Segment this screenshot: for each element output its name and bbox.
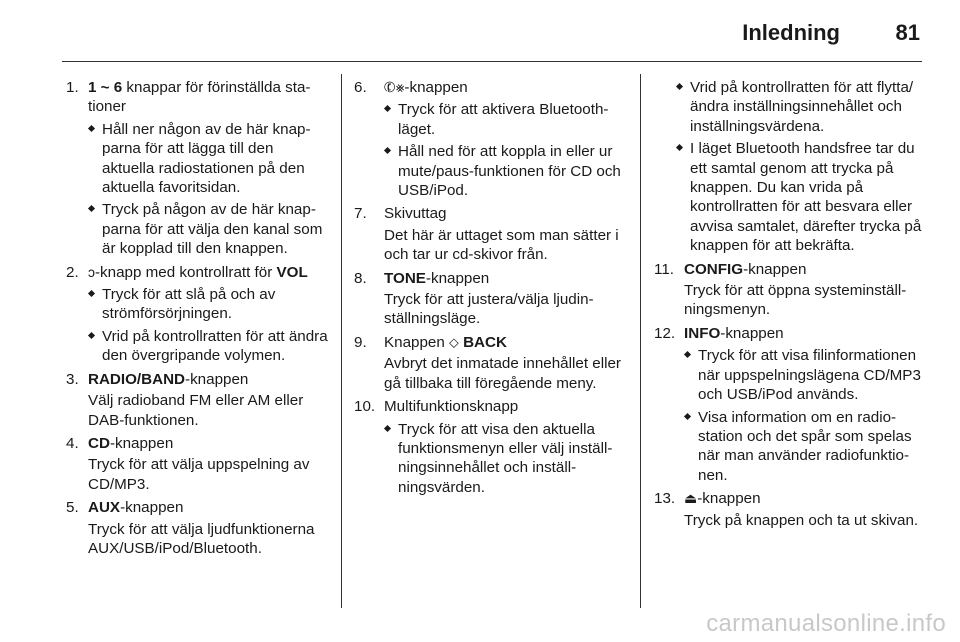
key-label: TONE	[384, 269, 426, 287]
item-description: Tryck för att justera/välja ljudinställningsläge.	[384, 291, 594, 328]
bullet: Tryck för att slå på och av strömförsörjningen.	[88, 285, 328, 324]
item-description: Det här är uttaget som man sätter i och tar ur cd-skivor från.	[384, 226, 619, 264]
key-label: CONFIG	[684, 260, 744, 278]
power-icon: ↄ	[88, 263, 95, 280]
item-description: Tryck för att välja ljudfunktionerna AUX/USB/iPod/Bluetooth.	[88, 520, 315, 557]
list-item-13: 13. ⏏-knappen Tryck på knappen och ta ut skivan.	[654, 489, 926, 530]
bullet: Tryck för att aktivera Bluetooth-läget.	[384, 100, 628, 139]
list-item-5: 5. AUX-knappen Tryck för att välja ljudfunktionerna AUX/USB/iPod/Bluetooth.	[66, 498, 328, 558]
phone-icon: ✆	[381, 77, 398, 97]
list-item-1: 1. 1 ~ 6 knappar för förinställda stationer Håll ner någon av de här knapparna för att lägga till den aktuella radiostationen på den aktuella favoritsidan. Tryck på någon av de här knapparna för att välja den kanal som är kopplad till den knappen.	[66, 78, 328, 259]
bullet: Håll ner någon av de här knapparna för att lägga till den aktuella radiostationen på den aktuella favoritsidan.	[88, 120, 328, 198]
key-label: INFO	[684, 324, 721, 342]
column-2	[354, 78, 628, 501]
list-item-8: 8. TONE-knappen Tryck för att justera/välja ljudinställningsläge.	[354, 269, 628, 329]
key-label: VOL	[276, 263, 308, 281]
list-item-4: 4. CD-knappen Tryck för att välja uppspelning av CD/MP3.	[66, 434, 328, 494]
mute-icon: ⨳	[395, 79, 405, 95]
list-item-2: 2. ↄ-knapp med kontrollratt för VOL Tryck för att slå på och av strömförsörjningen. Vrid på kontrollratten för att ändra den övergripande volymen.	[66, 263, 328, 365]
bullet: I läget Bluetooth handsfree tar du ett samtal genom att trycka på knappen. Du kan vrida på kontrollratten för att besvara eller avvisa samtalet, därefter trycka på knappen för att bekräfta.	[676, 139, 926, 255]
key-label: BACK	[463, 333, 507, 351]
list-item-10-continued	[654, 78, 926, 256]
header-rule	[62, 61, 922, 62]
page-number: 81	[895, 20, 920, 45]
item-description: Tryck för att välja uppspelning av CD/MP3.	[88, 456, 310, 493]
item-description: Välj radioband FM eller AM eller DAB-funktionen.	[88, 392, 304, 429]
list-item-12: 12. INFO-knappen Tryck för att visa filinformationen när uppspelningslägena CD/MP3 och USB/iPod används. Visa information om en radiostation och det spår som spelas när man använder radiofunktionen.	[654, 324, 926, 485]
page-title: Inledning	[742, 20, 840, 45]
list-item-9: 9. Knappen ⬦ BACK Avbryt det inmatade innehållet eller gå tillbaka till föregående meny.	[354, 333, 628, 393]
key-label: CD	[88, 434, 110, 452]
list-item-10: 10. Multifunktionsknapp Tryck för att visa den aktuella funktionsmenyn eller välj inställningsinnehållet och inställningsvärden.	[354, 397, 628, 497]
column-3	[654, 78, 926, 534]
bullet: Tryck för att visa den aktuella funktionsmenyn eller välj inställningsinnehållet och inställningsvärden.	[384, 420, 628, 498]
bullet: Tryck för att visa filinformationen när uppspelningslägena CD/MP3 och USB/iPod används.	[684, 346, 926, 404]
key-label: RADIO/BAND	[88, 370, 186, 388]
bullet: Visa information om en radiostation och det spår som spelas när man använder radiofunktionen.	[684, 408, 926, 486]
bullet: Tryck på någon av de här knapparna för att välja den kanal som är kopplad till den knappen.	[88, 200, 328, 258]
list-item-6: 6. ✆⨳-knappen Tryck för att aktivera Bluetooth-läget. Håll ned för att koppla in eller ur mute/paus-funktionen för CD och USB/iPod.	[354, 78, 628, 200]
list-item-3: 3. RADIO/BAND-knappen Välj radioband FM eller AM eller DAB-funktionen.	[66, 370, 328, 430]
item-description: Tryck på knappen och ta ut skivan.	[684, 511, 919, 529]
bullet: Vrid på kontrollratten för att ändra den övergripande volymen.	[88, 327, 328, 366]
bullet: Håll ned för att koppla in eller ur mute/paus-funktionen för CD och USB/iPod.	[384, 142, 628, 200]
list-item-7: 7. Skivuttag Det här är uttaget som man sätter i och tar ur cd-skivor från.	[354, 204, 628, 264]
back-icon: ⬦	[449, 333, 459, 350]
key-label: AUX	[88, 499, 121, 517]
item-description: Avbryt det inmatade innehållet eller gå tillbaka till föregående meny.	[384, 355, 621, 392]
eject-icon: ⏏	[684, 490, 698, 507]
column-1	[66, 78, 328, 562]
item-description: Tryck för att öppna systeminställningsmenyn.	[684, 282, 907, 319]
column-divider-1	[341, 74, 342, 608]
list-item-11: 11. CONFIG-knappen Tryck för att öppna systeminställningsmenyn.	[654, 260, 926, 320]
column-divider-2	[640, 74, 641, 608]
watermark: carmanualsonline.info	[706, 610, 946, 637]
key-label: 1 ~ 6	[88, 79, 123, 96]
page-header	[0, 0, 960, 62]
bullet: Vrid på kontrollratten för att flytta/ändra inställningsinnehållet och inställningsvärdena.	[676, 78, 926, 136]
